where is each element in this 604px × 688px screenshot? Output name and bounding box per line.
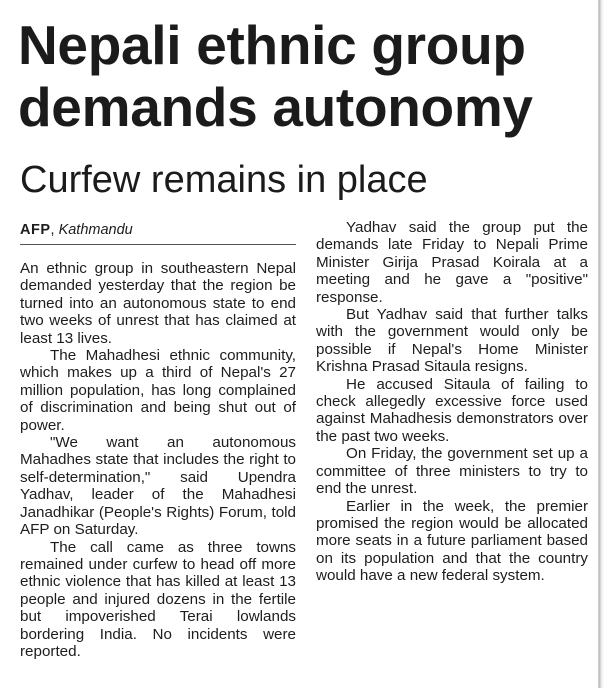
article-column-left [20,221,296,660]
article-paragraph: Yadhav said the group put the demands late Friday to Nepali Prime Minister Girija Prasad Koirala at a meeting and he gave a "positive" response. [316,219,588,306]
byline-separator: , [50,222,59,238]
byline-agency: AFP [20,222,51,238]
article-paragraph: But Yadhav said that further talks with the government would only be possible if Nepal's Home Minister Krishna Prasad Sitaula resigns. [316,306,588,376]
article-paragraph: He accused Sitaula of failing to check allegedly excessive force used against Mahadhesis demonstrators over the past two weeks. [316,375,588,445]
article-paragraph: Earlier in the week, the premier promised the region would be allocated more seats in a future parliament based on its population and that the country would have a new federal system. [316,497,588,585]
article-paragraph: An ethnic group in southeastern Nepal demanded yesterday that the region be turned into an autonomous state to end two weeks of unrest that has claimed at least 13 lives. [20,260,296,347]
headline: Nepali ethnic group demands autonomy [18,14,533,138]
article-paragraph: "We want an autonomous Mahadhes state that includes the right to self-determination," said Upendra Yadhav, leader of the Mahadhesi Janadhikar (People's Rights) Forum, told AFP on Saturday. [20,434,296,539]
article-paragraph: On Friday, the government set up a committee of three ministers to try to end the unrest. [316,445,588,498]
article-paragraph: The Mahadhesi ethnic community, which makes up a third of Nepal's 27 million population, has long complained of discrimination and being shut out of power. [20,347,296,434]
article-column-right [316,219,588,585]
byline [20,221,296,245]
article-paragraph: The call came as three towns remained under curfew to head off more ethnic violence that has killed at least 13 people and injured dozens in the fertile but impoverished Terai lowlands bordering India. No incidents were reported. [20,538,296,660]
subheadline: Curfew remains in place [20,159,428,201]
byline-location: Kathmandu [58,222,133,238]
page-edge-border [594,0,604,688]
